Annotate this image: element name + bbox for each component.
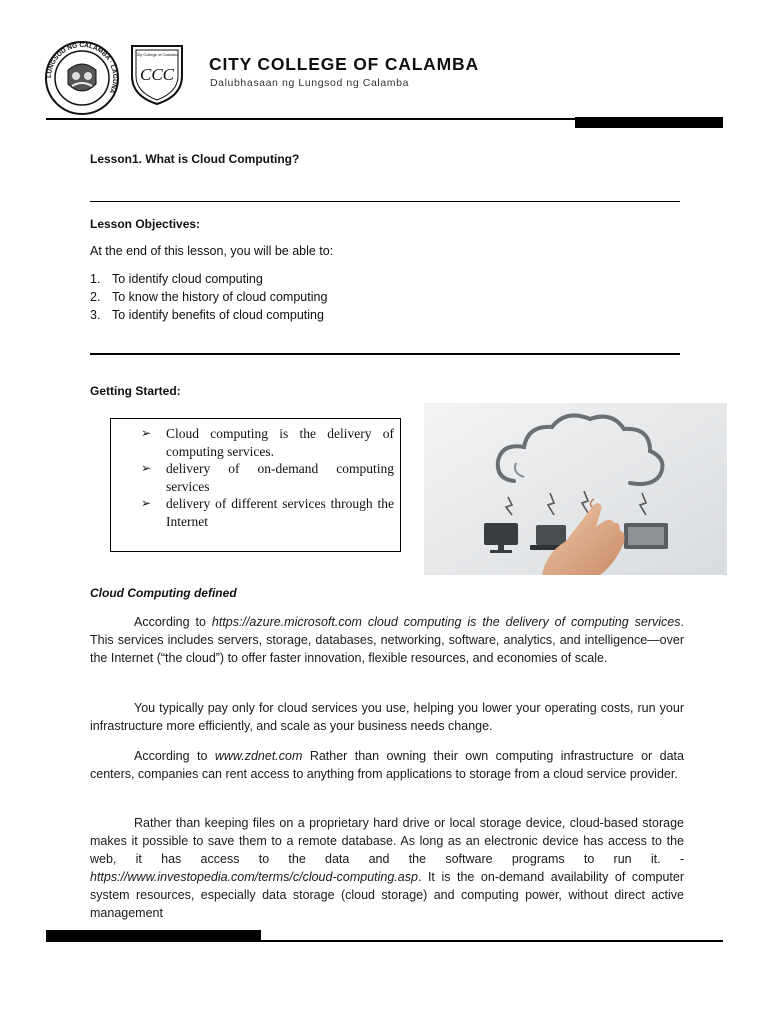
objectives-list bbox=[90, 270, 327, 324]
bullet-item: ➢ Cloud computing is the delivery of computing services. bbox=[141, 426, 394, 459]
paragraph: According to www.zdnet.com Rather than owning their own computing infrastructure or data centers, companies can rent access to anything from applications to storage from a cloud service provider. bbox=[90, 749, 684, 781]
crest-ring-text: City College of Calamba bbox=[135, 52, 179, 57]
paragraph: According to https://azure.microsoft.com cloud computing is the delivery of computing services. This services includes servers, storage, databases, networking, software, analytics, and intelligence—over the Internet (“the cloud”) to offer faster innovation, flexible resources, and economies of scale. bbox=[90, 615, 684, 665]
college-crest-logo bbox=[128, 40, 186, 106]
arrow-bullet-icon: ➢ bbox=[141, 461, 152, 475]
cloud-computing-illustration bbox=[424, 403, 727, 575]
objective-item: 2. To know the history of cloud computing bbox=[90, 290, 328, 304]
getting-started-heading: Getting Started: bbox=[90, 384, 181, 398]
source-link: https://www.investopedia.com/terms/c/cloud-computing.asp bbox=[90, 870, 418, 884]
city-seal-logo bbox=[44, 40, 120, 116]
section-heading: Cloud Computing defined bbox=[90, 586, 237, 600]
objective-item: 1. To identify cloud computing bbox=[90, 272, 263, 286]
college-subtitle: Dalubhasaan ng Lungsod ng Calamba bbox=[210, 77, 410, 89]
footer-divider bbox=[46, 940, 723, 942]
seal1-ring-text: LUNGSOD NG CALAMBA · LAGUNA bbox=[45, 41, 119, 95]
bullet-item: ➢ delivery of on-demand computing services bbox=[141, 461, 394, 494]
objectives-heading: Lesson Objectives: bbox=[90, 217, 201, 231]
header-accent-bar bbox=[575, 117, 723, 128]
arrow-bullet-icon: ➢ bbox=[141, 496, 152, 510]
lesson-title: Lesson1. What is Cloud Computing? bbox=[90, 152, 300, 166]
crest-monogram: CCC bbox=[139, 65, 175, 84]
source-link: www.zdnet.com bbox=[214, 749, 303, 763]
objectives-intro: At the end of this lesson, you will be able to: bbox=[90, 244, 334, 258]
paragraph: Rather than keeping files on a proprietary hard drive or local storage device, cloud-based storage makes it possible to save them to a remote database. As long as an electronic device has access to the web, it has access to the data and the software programs to run it. - https://www.investopedia.com/terms/c/cloud-computing.asp. It is the on-demand availability of computer system resources, especially data storage (cloud storage) and computing power, without direct active management bbox=[90, 816, 684, 920]
paragraph: You typically pay only for cloud services you use, helping you lower your operating costs, run your infrastructure more efficiently, and scale as your business needs change. bbox=[90, 701, 684, 733]
source-quote: https://azure.microsoft.com cloud computing is the delivery of computing services bbox=[211, 615, 681, 629]
bullet-item: ➢ delivery of different services through the Internet bbox=[141, 496, 394, 529]
college-name: CITY COLLEGE OF CALAMBA bbox=[209, 54, 479, 74]
arrow-bullet-icon: ➢ bbox=[141, 426, 152, 440]
getting-started-bullets bbox=[141, 425, 394, 530]
section-divider bbox=[90, 353, 680, 355]
objective-item: 3. To identify benefits of cloud computing bbox=[90, 308, 324, 322]
section-divider bbox=[90, 201, 680, 202]
getting-started-box bbox=[110, 418, 401, 552]
